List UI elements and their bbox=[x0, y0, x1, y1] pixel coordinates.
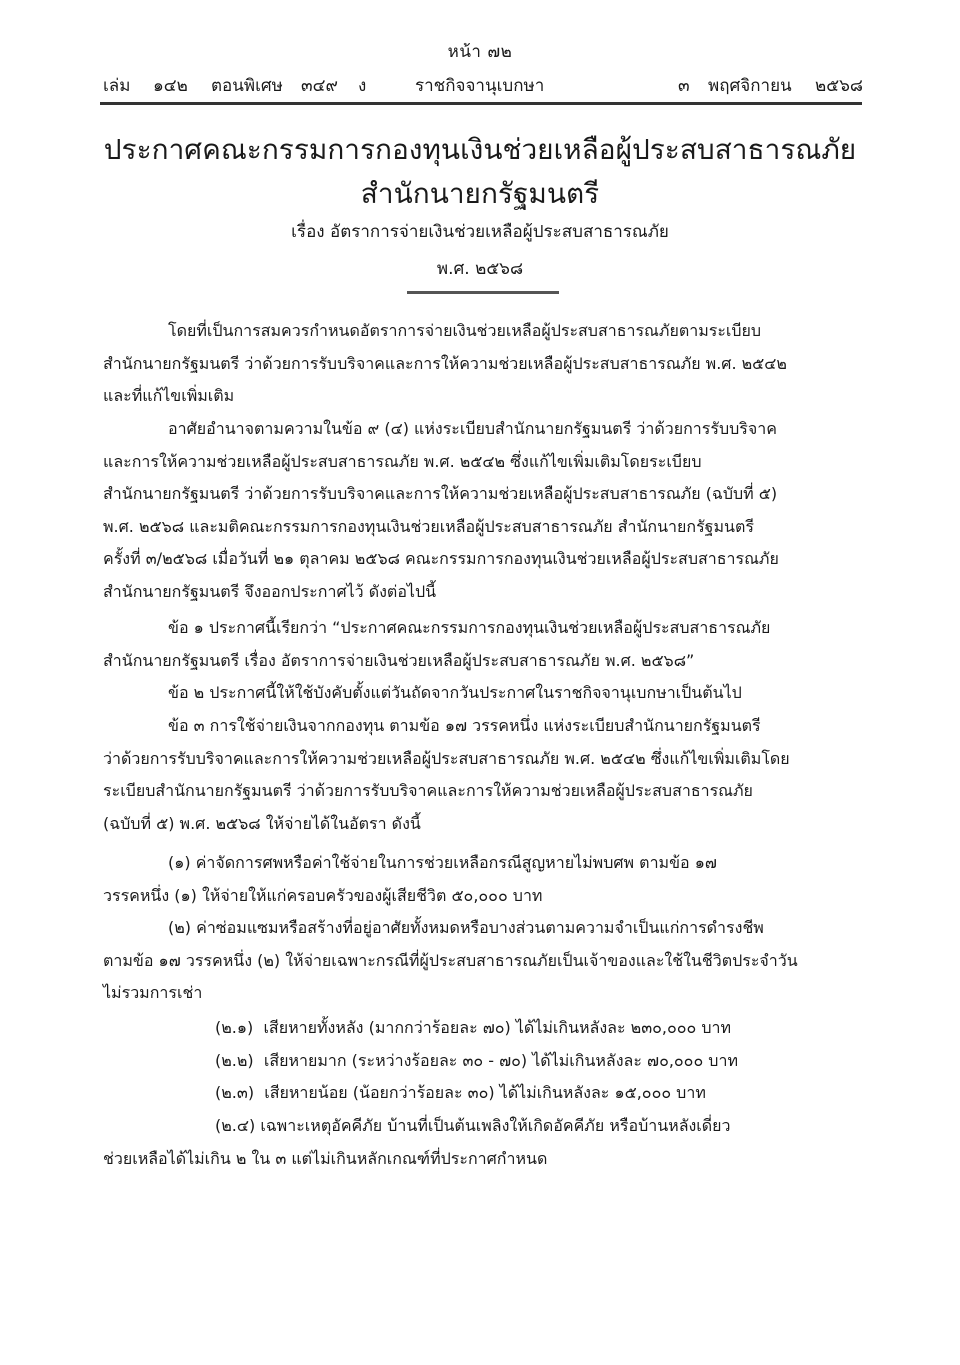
sub-items-list bbox=[103, 1012, 861, 1110]
text-line: ว่าด้วยการรับบริจาคและการให้ความช่วยเหลือผู้ประสบสาธารณภัย พ.ศ. ๒๕๔๒ ซึ่งแก้ไขเพิ่มเติมโดย bbox=[103, 748, 790, 768]
sub-item-2-1 bbox=[103, 1012, 861, 1045]
clause-3 bbox=[103, 710, 861, 840]
publication-name: ราชกิจจานุเบกษา bbox=[415, 76, 545, 96]
text-line: (๑) ค่าจัดการศพหรือค่าใช้จ่ายในการช่วยเหลือกรณีสูญหายไม่พบศพ ตามข้อ ๑๗ bbox=[168, 853, 717, 872]
text-line: วรรคหนึ่ง (๑) ให้จ่ายให้แก่ครอบครัวของผู้เสียชีวิต ๕๐,๐๐๐ บาท bbox=[103, 885, 543, 905]
text-line: อาศัยอำนาจตามความในข้อ ๙ (๔) แห่งระเบียบสำนักนายกรัฐมนตรี ว่าด้วยการรับบริจาค bbox=[168, 419, 777, 438]
issue-label: ตอนพิเศษ bbox=[211, 76, 283, 96]
date-day: ๓ bbox=[678, 76, 690, 96]
text-line: สำนักนายกรัฐมนตรี ว่าด้วยการรับบริจาคและการให้ความช่วยเหลือผู้ประสบสาธารณภัย พ.ศ. ๒๕๔๒ bbox=[103, 353, 787, 373]
volume-number: ๑๔๒ bbox=[153, 76, 188, 96]
header-divider bbox=[100, 102, 862, 105]
page-number: หน้า ๗๒ bbox=[447, 42, 513, 62]
issue-suffix: ง bbox=[358, 76, 367, 96]
date-month: พฤศจิกายน bbox=[708, 76, 792, 96]
announcement-subject: เรื่อง อัตราการจ่ายเงินช่วยเหลือผู้ประสบสาธารณภัย bbox=[291, 222, 669, 242]
title-divider bbox=[407, 291, 559, 294]
text-line: (๒.๔) เฉพาะเหตุอัคคีภัย บ้านที่เป็นต้นเพลิงให้เกิดอัคคีภัย หรือบ้านหลังเดี่ยว bbox=[215, 1116, 731, 1135]
sub-item-text: เสียหายทั้งหลัง (มากกว่าร้อยละ ๗๐) ได้ไม่เกินหลังละ ๒๓๐,๐๐๐ บาท bbox=[263, 1018, 732, 1037]
authority-paragraph bbox=[103, 413, 861, 608]
text-line: ข้อ ๓ การใช้จ่ายเงินจากกองทุน ตามข้อ ๑๗ วรรคหนึ่ง แห่งระเบียบสำนักนายกรัฐมนตรี bbox=[168, 716, 761, 735]
text-line: (๒) ค่าซ่อมแซมหรือสร้างที่อยู่อาศัยทั้งหมดหรือบางส่วนตามความจำเป็นแก่การดำรงชีพ bbox=[168, 918, 764, 937]
item-2 bbox=[103, 912, 861, 1010]
sub-item-2-3 bbox=[103, 1077, 861, 1110]
text-line: ข้อ ๑ ประกาศนี้เรียกว่า “ประกาศคณะกรรมการกองทุนเงินช่วยเหลือผู้ประสบสาธารณภัย bbox=[168, 618, 771, 637]
text-line: พ.ศ. ๒๕๖๘ และมติคณะกรรมการกองทุนเงินช่วยเหลือผู้ประสบสาธารณภัย สำนักนายกรัฐมนตรี bbox=[103, 516, 754, 536]
sub-item-label: (๒.๑) bbox=[215, 1018, 254, 1037]
sub-item-label: (๒.๓) bbox=[215, 1083, 255, 1102]
sub-item-label: (๒.๒) bbox=[215, 1050, 254, 1070]
text-line: ตามข้อ ๑๗ วรรคหนึ่ง (๒) ให้จ่ายเฉพาะกรณีที่ผู้ประสบสาธารณภัยเป็นเจ้าของและใช้ในชีวิตประจำวัน bbox=[103, 950, 798, 970]
text-line: สำนักนายกรัฐมนตรี เรื่อง อัตราการจ่ายเงินช่วยเหลือผู้ประสบสาธารณภัย พ.ศ. ๒๕๖๘” bbox=[103, 650, 695, 670]
preamble-paragraph bbox=[103, 315, 861, 413]
sub-item-2-2 bbox=[103, 1045, 861, 1078]
sub-item-text: เสียหายน้อย (น้อยกว่าร้อยละ ๓๐) ได้ไม่เกินหลังละ ๑๕,๐๐๐ บาท bbox=[264, 1083, 706, 1102]
text-line: และที่แก้ไขเพิ่มเติม bbox=[103, 386, 235, 405]
text-line: ครั้งที่ ๓/๒๕๖๘ เมื่อวันที่ ๒๑ ตุลาคม ๒๕๖๘ คณะกรรมการกองทุนเงินช่วยเหลือผู้ประสบสาธารณภัย bbox=[103, 549, 779, 568]
announcement-issuer: สำนักนายกรัฐมนตรี bbox=[360, 177, 600, 210]
text-line: สำนักนายกรัฐมนตรี ว่าด้วยการรับบริจาคและการให้ความช่วยเหลือผู้ประสบสาธารณภัย (ฉบับที่ ๕) bbox=[103, 484, 778, 503]
text-line: และการให้ความช่วยเหลือผู้ประสบสาธารณภัย พ.ศ. ๒๕๔๒ ซึ่งแก้ไขเพิ่มเติมโดยระเบียบ bbox=[103, 451, 702, 471]
gazette-header bbox=[103, 72, 863, 98]
sub-item-2-4 bbox=[103, 1110, 861, 1175]
announcement-title: ประกาศคณะกรรมการกองทุนเงินช่วยเหลือผู้ประสบสาธารณภัย bbox=[103, 133, 857, 166]
announcement-year: พ.ศ. ๒๕๖๘ bbox=[436, 259, 524, 279]
text-line: ระเบียบสำนักนายกรัฐมนตรี ว่าด้วยการรับบริจาคและการให้ความช่วยเหลือผู้ประสบสาธารณภัย bbox=[103, 781, 753, 800]
text-line: ข้อ ๒ ประกาศนี้ให้ใช้บังคับตั้งแต่วันถัดจากวันประกาศในราชกิจจานุเบกษาเป็นต้นไป bbox=[168, 683, 742, 702]
text-line: ช่วยเหลือได้ไม่เกิน ๒ ใน ๓ แต่ไม่เกินหลักเกณฑ์ที่ประกาศกำหนด bbox=[103, 1148, 548, 1168]
text-line: (ฉบับที่ ๕) พ.ศ. ๒๕๖๘ ให้จ่ายได้ในอัตรา ดังนี้ bbox=[103, 813, 421, 833]
volume-label: เล่ม bbox=[103, 76, 131, 96]
issue-number: ๓๔๙ bbox=[301, 76, 338, 96]
sub-item-text: เสียหายมาก (ระหว่างร้อยละ ๓๐ - ๗๐) ได้ไม่เกินหลังละ ๗๐,๐๐๐ บาท bbox=[263, 1050, 738, 1070]
date-year: ๒๕๖๘ bbox=[815, 76, 863, 96]
item-1 bbox=[103, 847, 861, 912]
clause-1 bbox=[103, 612, 861, 677]
text-line: ไม่รวมการเช่า bbox=[103, 983, 203, 1002]
text-line: โดยที่เป็นการสมควรกำหนดอัตราการจ่ายเงินช่วยเหลือผู้ประสบสาธารณภัยตามระเบียบ bbox=[168, 321, 762, 340]
text-line: สำนักนายกรัฐมนตรี จึงออกประกาศไว้ ดังต่อไปนี้ bbox=[103, 581, 437, 601]
clause-2 bbox=[103, 677, 861, 710]
